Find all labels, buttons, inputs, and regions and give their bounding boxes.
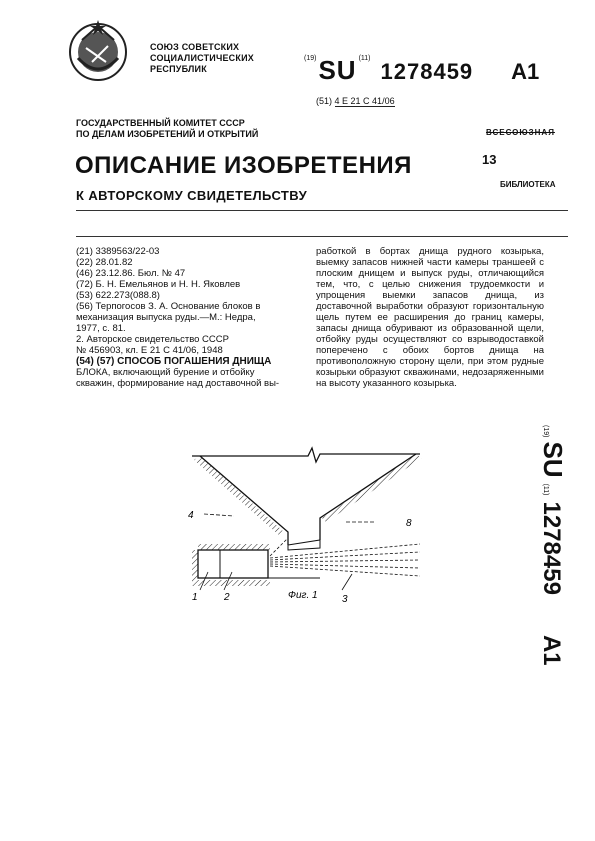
figure-label: 8 (406, 518, 412, 529)
divider-line (76, 210, 568, 211)
document-title: ОПИСАНИЕ ИЗОБРЕТЕНИЯ (75, 152, 412, 179)
library-stamp (478, 128, 578, 198)
document-subtitle: К АВТОРСКОМУ СВИДЕТЕЛЬСТВУ (76, 188, 308, 203)
side-country-code: SU (538, 441, 568, 478)
biblio-line: 1977, с. 81. (76, 323, 126, 334)
side-publication-number (540, 425, 580, 715)
union-line: СОЮЗ СОВЕТСКИХ (150, 42, 240, 52)
country-code: SU (318, 55, 357, 85)
code-11: (11) (358, 55, 371, 62)
stamp-line: БИБЛИОТЕКА (500, 180, 556, 189)
union-name (150, 42, 254, 75)
ipc-value: 4 Е 21 С 41/06 (334, 96, 395, 106)
biblio-line: (22) 28.01.82 (76, 257, 133, 268)
committee-line: ГОСУДАРСТВЕННЫЙ КОМИТЕТ СССР (76, 118, 245, 128)
figure-1 (180, 440, 440, 610)
union-line: РЕСПУБЛИК (150, 64, 207, 74)
abstract-line: БЛОКА, включающий бурение и отбойку (76, 367, 255, 378)
ipc-code-label: (51) (316, 96, 333, 106)
figure-label: 4 (188, 510, 194, 521)
figure-label: 2 (224, 592, 230, 603)
abstract-text: работкой в бортах днища рудного козырька, выемку запасов нижней части камеры траншеей с плоским днищем и выпуск руды, отличающийся тем, что, с целью снижения трудоемкости и упрощения выемки запасов днища, из доставочной выработки образуют горизонтальную щель путем ее расширения до границ камеры, запасы днища обуривают из образованной щели, отбойку руды осуществляют со взрыводоставкой поперечено с обоих бортов днища на противоположную сторону щели, при этом рудные козырьки образуют скважинами, недозаряженными на высоту указанного козырька. (316, 246, 544, 389)
biblio-line: (56) Терпогосов З. А. Основание блоков в (76, 301, 261, 312)
ipc-classification (316, 96, 395, 106)
biblio-line: (21) 3389563/22-03 (76, 246, 160, 257)
figure-label: 3 (342, 594, 348, 605)
code-19: (19) (304, 55, 317, 62)
biblio-line: (46) 23.12.86. Бюл. № 47 (76, 268, 186, 279)
biblio-line: (72) Б. Н. Емельянов и Н. Н. Яковлев (76, 279, 241, 290)
abstract-line: скважин, формирование над доставочной вы- (76, 378, 280, 389)
biblio-line: 2. Авторское свидетельство СССР (76, 334, 229, 345)
biblio-line: № 456903, кл. Е 21 С 41/06, 1948 (76, 345, 223, 356)
divider-line (76, 236, 568, 237)
figure-label: 1 (192, 592, 198, 603)
invention-title: (54) (57) СПОСОБ ПОГАШЕНИЯ ДНИЩА (76, 356, 272, 367)
side-kind-code: A1 (538, 634, 565, 666)
biblio-line: (53) 622.273(088.8) (76, 290, 160, 301)
side-code-19: (19) (542, 425, 549, 438)
stamp-line: 13 (482, 152, 497, 167)
biblio-line: механизация выпуска руды.—М.: Недра, (76, 312, 256, 323)
figure-caption: Фиг. 1 (288, 590, 318, 601)
bibliographic-data (76, 246, 304, 389)
committee-line: ПО ДЕЛАМ ИЗОБРЕТЕНИЙ И ОТКРЫТИЙ (76, 129, 259, 139)
side-code-11: (11) (542, 483, 549, 496)
patent-number: 1278459 (380, 59, 474, 84)
side-patent-number: 1278459 (538, 501, 565, 595)
union-line: СОЦИАЛИСТИЧЕСКИХ (150, 53, 254, 63)
publication-number-row (304, 55, 539, 86)
stamp-line: ВСЕСОЮЗНАЯ (486, 128, 555, 137)
kind-code: A1 (511, 59, 540, 84)
ussr-emblem (66, 18, 130, 88)
committee-name (76, 118, 258, 140)
